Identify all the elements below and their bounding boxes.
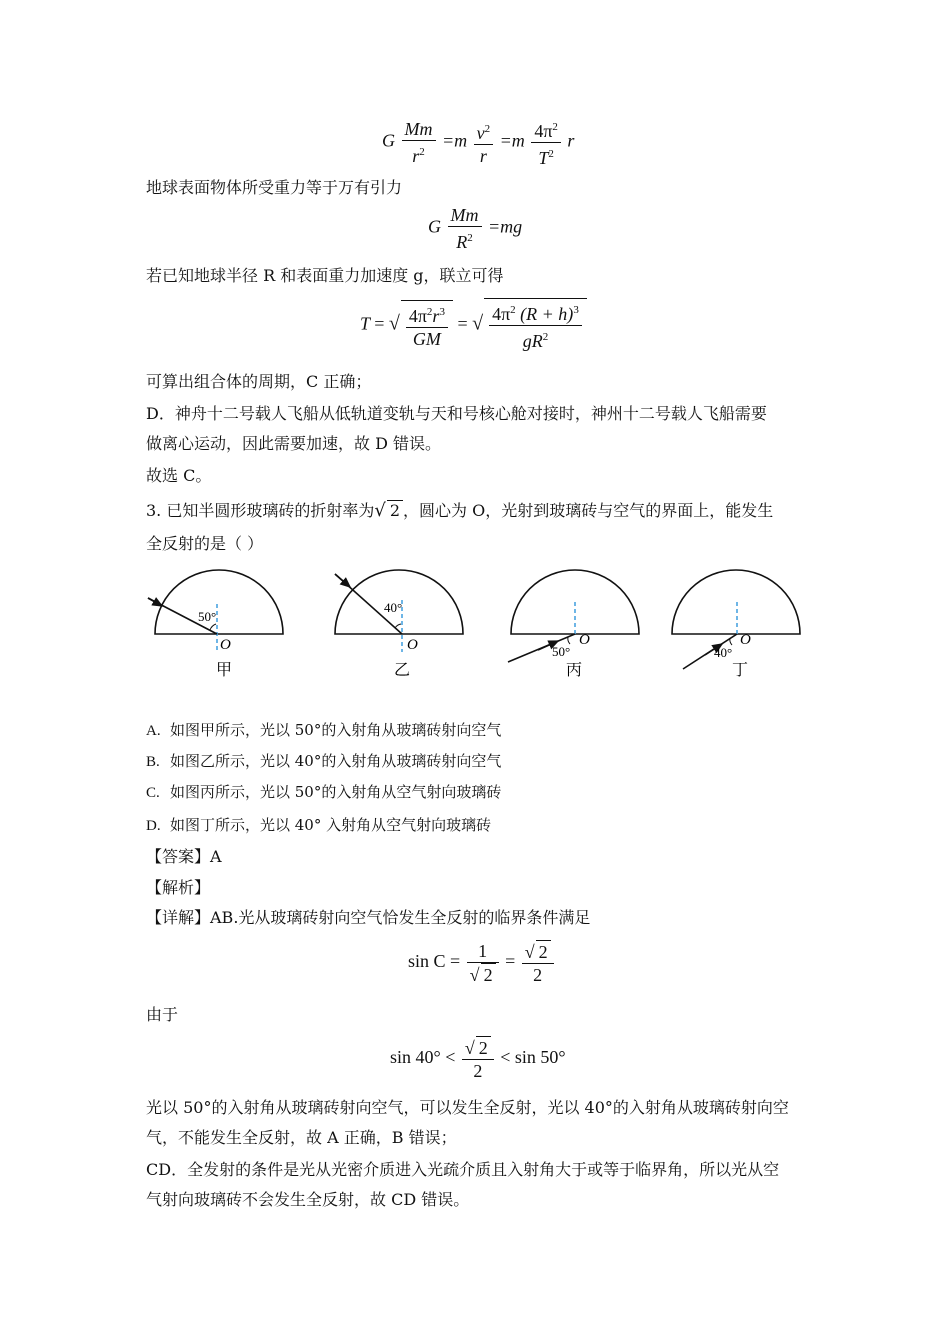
text-choose: 故选 C。 [146, 466, 212, 485]
denominator: r [412, 146, 420, 166]
option-key: A. [146, 723, 161, 739]
analysis-line: 【解析】 [146, 878, 211, 897]
text-d-line2: 做离心运动，因此需要加速，故 D 错误。 [146, 434, 442, 453]
formula-operator: < [445, 1047, 456, 1068]
fraction: $\frac{4\pi^2}{T^2}$ [531, 116, 561, 169]
option-b[interactable] [146, 751, 501, 772]
figure-caption: 丁 [732, 660, 749, 679]
formula-term: sin 50° [514, 1047, 566, 1068]
denominator: GM [412, 329, 441, 349]
formula-operator: =m [442, 130, 468, 151]
numerator: Mm [448, 204, 482, 227]
fraction: $\frac{4\pi^2r^3}{GM}$ [406, 301, 448, 350]
numerator-r: r [432, 306, 440, 326]
formula-period: T = √ $\frac{4\pi^2r^3}{GM}$ = √ $\frac{4\pi^2 (R + h)^3}{gR^2}$ [360, 298, 587, 352]
question-line2: 全反射的是（ ） [146, 534, 264, 553]
option-a[interactable] [146, 720, 501, 741]
option-key: C. [146, 785, 160, 801]
conclusion-line2: 气，不能发生全反射，故 A 正确，B 错误； [146, 1128, 457, 1147]
center-label: O [579, 632, 590, 648]
angle-label: 40° [384, 600, 403, 615]
option-text: 如图丁所示，光以 40° 入射角从空气射向玻璃砖 [170, 816, 492, 834]
conclusion-line3: CD．全发射的条件是光从光密介质进入光疏介质且入射角大于或等于临界角，所以光从空 [146, 1160, 780, 1179]
question-text: ，圆心为 O，光射到玻璃砖与空气的界面上，能发生 [403, 501, 774, 520]
text-d-line1: D．神舟十二号载人飞船从低轨道变轨与天和号核心舱对接时，神州十二号载人飞船需要 [146, 404, 767, 423]
conclusion-line1: 光以 50°的入射角从玻璃砖射向空气，可以发生全反射，光以 40°的入射角从玻璃砖射向空 [146, 1098, 789, 1117]
denominator: 2 [473, 1061, 483, 1081]
fraction: $\frac{4\pi^2 (R + h)^3}{gR^2}$ [489, 299, 582, 352]
formula-operator: = [457, 313, 468, 334]
denominator: R [456, 232, 468, 252]
fraction: $\frac{v^2}{r}$ [474, 118, 494, 167]
figure-ding [672, 570, 800, 679]
formula-symbol: G [428, 216, 441, 237]
fraction: $\frac{√ 2}{2}$ [462, 1036, 494, 1082]
formula-surface-gravity [428, 204, 522, 253]
sqrt-value: 2 [387, 500, 403, 521]
option-text: 如图甲所示，光以 50°的入射角从玻璃砖射向空气 [170, 721, 502, 739]
formula-symbol: G [382, 130, 395, 151]
formula-operator: = [450, 951, 461, 972]
numerator: v [476, 123, 485, 143]
figure-jia [148, 570, 283, 679]
figure-caption: 甲 [216, 660, 233, 679]
numerator-rh: (R + h) [520, 304, 574, 324]
option-text: 如图乙所示，光以 40°的入射角从玻璃砖射向空气 [170, 752, 502, 770]
numerator: 1 [467, 940, 499, 963]
numerator: 2 [476, 1036, 491, 1059]
radical [401, 300, 453, 350]
figures-semicircles [140, 562, 820, 687]
formula-rhs: =mg [488, 216, 523, 237]
formula-inequality [390, 1036, 566, 1082]
formula-operator: = [505, 951, 516, 972]
figure-yi [335, 570, 463, 679]
fraction: $\frac{√ 2}{2}$ [522, 940, 554, 986]
numerator: 4π [408, 306, 427, 326]
answer-line: 【答案】A [146, 847, 222, 866]
fraction: $\frac{1}{√ 2}$ [467, 940, 499, 986]
center-label: O [220, 637, 231, 653]
text-period: 可算出组合体的周期，C 正确； [146, 372, 372, 391]
denominator: r [479, 146, 487, 166]
radical [484, 298, 587, 352]
numerator: 2 [536, 940, 551, 963]
question-text: 3. 已知半圆形玻璃砖的折射率为 [146, 501, 375, 520]
option-d[interactable] [146, 815, 491, 836]
denominator: gR [522, 331, 543, 351]
denominator: 2 [481, 963, 496, 986]
conclusion-line4: 气射向玻璃砖不会发生全反射，故 CD 错误。 [146, 1190, 470, 1209]
formula-operator: =m [499, 130, 525, 151]
option-c[interactable] [146, 782, 501, 803]
angle-label: 50° [198, 609, 217, 624]
angle-label: 50° [552, 644, 571, 659]
numerator: Mm [402, 118, 436, 141]
denominator: T [538, 148, 549, 168]
text-gravity: 地球表面物体所受重力等于万有引力 [146, 178, 403, 197]
question-line1: 3. 已知半圆形玻璃砖的折射率为√ 2 ，圆心为 O，光射到玻璃砖与空气的界面上，能发生 [146, 500, 774, 521]
formula-gravity-centripetal [382, 116, 574, 169]
formula-symbol: T [360, 313, 370, 334]
option-text: 如图丙所示，光以 50°的入射角从空气射向玻璃砖 [170, 783, 502, 801]
figure-bing [508, 570, 639, 679]
fraction: $\frac{Mm}{r^2}$ [402, 118, 436, 167]
numerator: 4π [534, 121, 553, 141]
center-label: O [740, 632, 751, 648]
angle-label: 40° [714, 645, 733, 660]
formula-lhs: sin C [408, 951, 446, 972]
formula-operator: = [374, 313, 385, 334]
formula-symbol: r [567, 130, 575, 151]
center-label: O [407, 637, 418, 653]
option-key: B. [146, 754, 160, 770]
text-known: 若已知地球半径 R 和表面重力加速度 g，联立可得 [146, 266, 504, 285]
formula-critical-angle [408, 940, 556, 986]
figure-caption: 丙 [566, 660, 583, 679]
fraction: $\frac{Mm}{R^2}$ [448, 204, 482, 253]
formula-operator: < [500, 1047, 511, 1068]
formula-term: sin 40° [390, 1047, 441, 1068]
due-line: 由于 [146, 1005, 179, 1024]
numerator: 4π [492, 304, 511, 324]
denominator: 2 [533, 965, 543, 985]
detail-line: 【详解】AB.光从玻璃砖射向空气恰发生全反射的临界条件满足 [146, 908, 591, 927]
option-key: D. [146, 818, 161, 834]
figure-caption: 乙 [394, 660, 411, 679]
